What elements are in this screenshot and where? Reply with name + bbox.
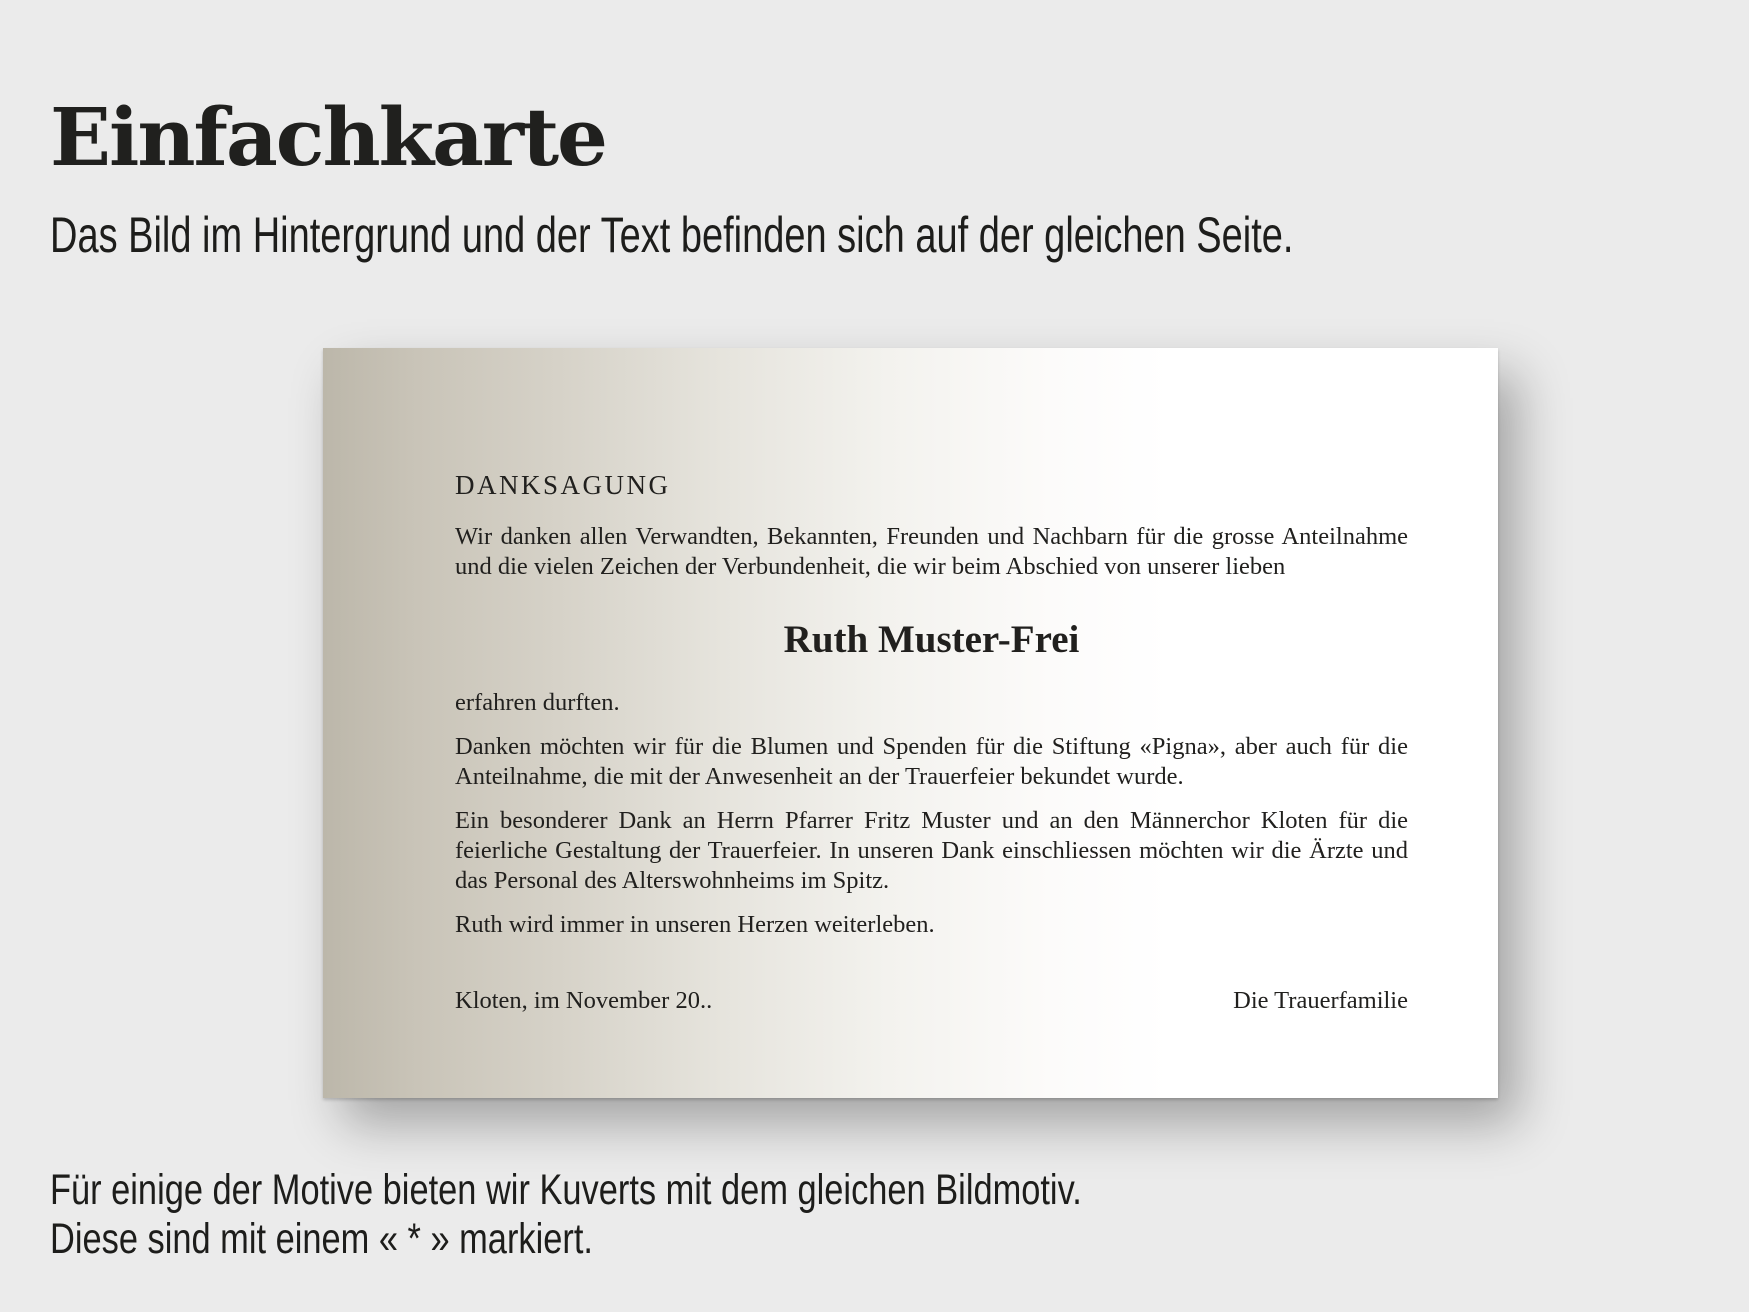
card-donations-paragraph: Danken möchten wir für die Blumen und Spenden für die Stiftung «Pigna», aber auch für die Anteilnahme, die mit der Anwesenheit an der Trauerfeier bekundet wurde. — [455, 733, 1408, 790]
card-after-name-line: erfahren durften. — [455, 689, 620, 716]
page-subtitle: Das Bild im Hintergrund und der Text befinden sich auf der gleichen Seite. — [50, 207, 1294, 263]
card-intro-paragraph: Wir danken allen Verwandten, Bekannten, Freunden und Nachbarn für die grosse Anteilnahme und die vielen Zeichen der Verbundenheit, die wir beim Abschied von unserer lieben — [455, 523, 1408, 580]
danksagung-card-preview — [323, 348, 1498, 1098]
card-text-block — [323, 348, 1498, 1098]
page-title: Einfachkarte — [50, 89, 606, 184]
card-signature: Die Trauerfamilie — [1233, 987, 1408, 1014]
card-closing-line: Ruth wird immer in unseren Herzen weiterleben. — [455, 911, 935, 938]
footer-note — [50, 1166, 1340, 1264]
card-heading: DANKSAGUNG — [455, 470, 671, 500]
card-place-date: Kloten, im November 20.. — [455, 987, 713, 1014]
footer-note-line-2: Diese sind mit einem « * » markiert. — [50, 1215, 593, 1263]
footer-note-line-1: Für einige der Motive bieten wir Kuverts mit dem gleichen Bildmotiv. — [50, 1166, 1082, 1214]
card-special-thanks-paragraph: Ein besonderer Dank an Herrn Pfarrer Fritz Muster und an den Männerchor Kloten für die feierliche Gestaltung der Trauerfeier. In unseren Dank einschliessen möchten wir die Ärzte und das Personal des Alterswohnheims im Spitz. — [455, 807, 1408, 894]
deceased-name: Ruth Muster-Frei — [783, 618, 1080, 661]
card-footer-row — [455, 986, 1408, 1016]
